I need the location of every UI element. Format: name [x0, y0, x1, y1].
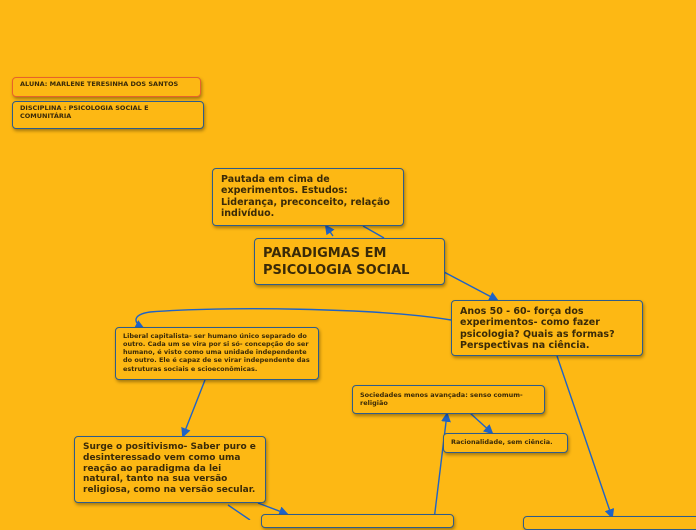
node-positivismo[interactable]: Surge o positivismo- Saber puro e desinteressado vem como uma reação ao paradigma da lei natural, tanto na sua versão religiosa, como na versão secular.	[74, 436, 266, 503]
link-liberal-positivismo	[183, 380, 205, 436]
node-sociedades[interactable]: Sociedades menos avançada: senso comum- religião	[352, 385, 545, 414]
link-central-anos	[444, 272, 497, 300]
node-disciplina[interactable]: DISCIPLINA : PSICOLOGIA SOCIAL E COMUNITÁRIA	[12, 101, 204, 129]
node-aluna[interactable]: ALUNA: MARLENE TERESINHA DOS SANTOS	[12, 77, 201, 97]
link-positivismo-bottom	[258, 503, 287, 514]
link-anos-liberal	[136, 309, 451, 328]
node-liberal[interactable]: Liberal capitalista- ser humano único separado do outro. Cada um se vira por si só- concepção do ser humano, é visto como uma unidade independente do outro. Ele é capaz de se virar independente das estruturas sociais e scioeconômicas.	[115, 327, 319, 380]
node-bottom-center[interactable]	[261, 514, 454, 528]
node-anos[interactable]: Anos 50 - 60- força dos experimentos- como fazer psicologia? Quais as formas? Perspectivas na ciência.	[451, 300, 643, 356]
link-central-pautada	[363, 226, 384, 238]
node-pautada[interactable]: Pautada em cima de experimentos. Estudos: Liderança, preconceito, relação indivíduo.	[212, 168, 404, 226]
link-positivismo-bottom2	[228, 505, 250, 520]
link-sociedades-racionalidade	[470, 413, 492, 433]
link-bottom-sociedades	[434, 414, 447, 520]
link-central-pautada-arrow	[326, 226, 333, 236]
node-central[interactable]: PARADIGMAS EM PSICOLOGIA SOCIAL	[254, 238, 445, 285]
node-racionalidade[interactable]: Racionalidade, sem ciência.	[443, 433, 568, 453]
node-bottom-right[interactable]	[523, 516, 696, 530]
